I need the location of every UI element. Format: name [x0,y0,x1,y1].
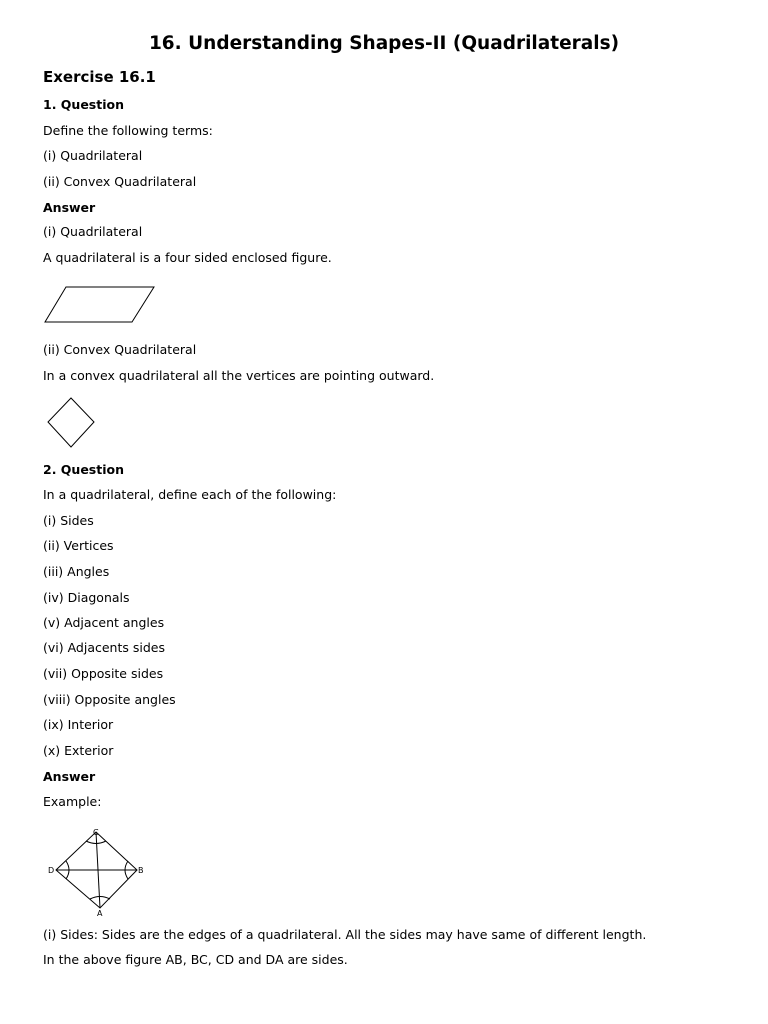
question-2-item: (vii) Opposite sides [43,666,164,681]
question-1-item: (ii) Convex Quadrilateral [43,174,197,189]
answer-2-example-label: Example: [43,794,102,809]
question-2-prompt: In a quadrilateral, define each of the following: [43,487,337,502]
vertex-label-c: C [93,828,99,837]
question-2-heading: 2. Question [43,462,124,477]
question-1-prompt: Define the following terms: [43,123,213,138]
question-2-item: (x) Exterior [43,743,114,758]
answer-1-part1-title: (i) Quadrilateral [43,224,143,239]
question-1-item: (i) Quadrilateral [43,148,143,163]
answer-1-part1-text: A quadrilateral is a four sided enclosed figure. [43,250,332,265]
question-2-item: (viii) Opposite angles [43,692,176,707]
answer-2-sides-text: (i) Sides: Sides are the edges of a quadrilateral. All the sides may have same of different length. [43,927,647,942]
question-2-item: (vi) Adjacents sides [43,640,165,655]
answer-2-label: Answer [43,769,96,784]
convex-quadrilateral-figure [47,397,97,449]
question-2-item: (iv) Diagonals [43,590,130,605]
question-2-item: (i) Sides [43,513,94,528]
question-2-item: (iii) Angles [43,564,110,579]
question-2-item: (v) Adjacent angles [43,615,165,630]
answer-1-part2-text: In a convex quadrilateral all the vertices are pointing outward. [43,368,435,383]
page-title: 16. Understanding Shapes-II (Quadrilaterals) [148,33,620,54]
answer-1-part2-title: (ii) Convex Quadrilateral [43,342,197,357]
vertex-label-d: D [48,866,55,875]
exercise-heading: Exercise 16.1 [43,68,156,86]
vertex-label-b: B [138,866,144,875]
answer-2-sides-example: In the above figure AB, BC, CD and DA are sides. [43,952,348,967]
parallelogram-figure [44,286,156,324]
question-2-item: (ii) Vertices [43,538,114,553]
answer-1-label: Answer [43,200,96,215]
vertex-label-a: A [97,909,103,918]
labeled-quadrilateral-figure [46,826,150,918]
question-2-item: (ix) Interior [43,717,114,732]
question-1-heading: 1. Question [43,97,124,112]
